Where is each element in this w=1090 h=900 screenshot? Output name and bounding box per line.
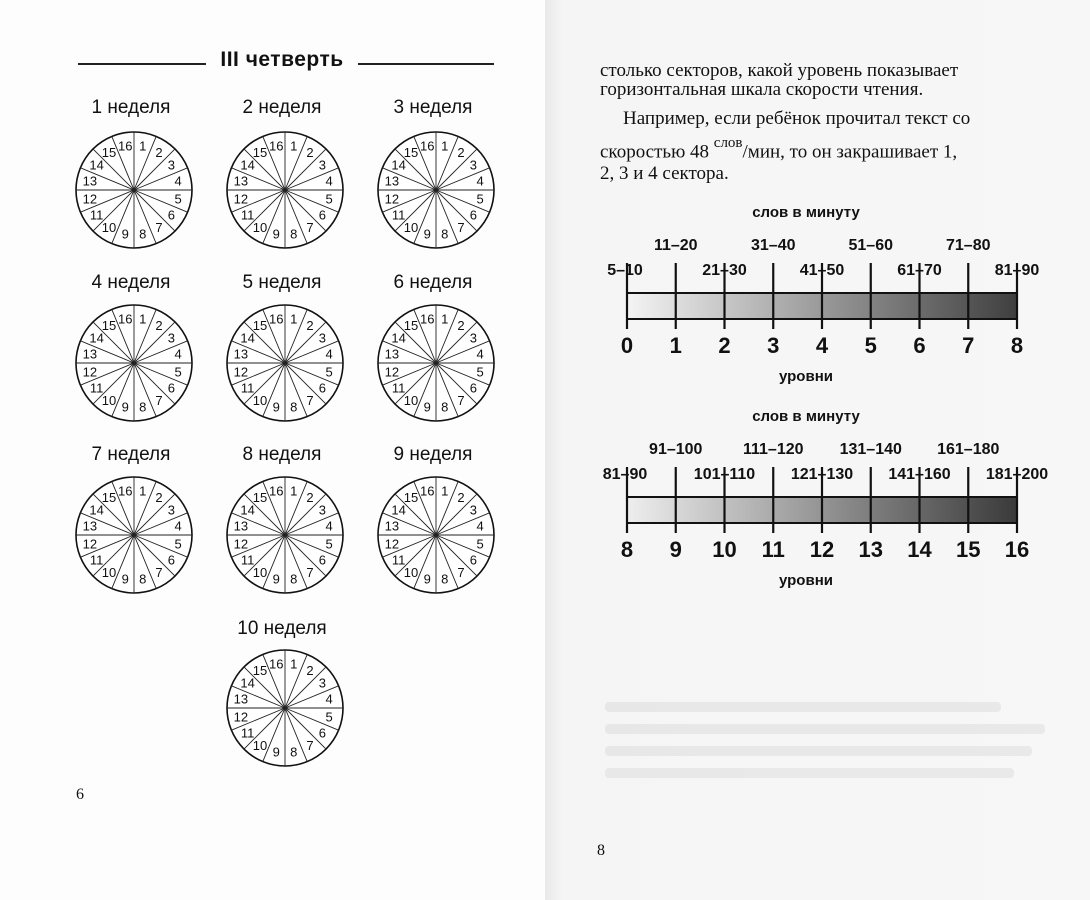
sector-number-11: 11 — [391, 552, 406, 568]
sector-number-2: 2 — [155, 145, 163, 161]
text-line-5: 2, 3 и 4 сектора. — [600, 163, 729, 184]
sector-number-16: 16 — [117, 311, 133, 327]
sector-number-13: 13 — [233, 518, 249, 534]
speed-title: слов в минуту — [752, 204, 860, 221]
sector-number-12: 12 — [233, 709, 249, 725]
speed-range-label: 141–160 — [888, 466, 951, 483]
speed-range-label: 5–10 — [607, 262, 643, 279]
sector-number-16: 16 — [268, 483, 284, 499]
sector-number-8: 8 — [441, 571, 449, 587]
sector-number-14: 14 — [89, 157, 104, 173]
sector-number-11: 11 — [240, 552, 255, 568]
scale-1-svg — [595, 200, 1085, 390]
sector-number-1: 1 — [139, 311, 147, 327]
sector-number-4: 4 — [476, 173, 484, 189]
sector-number-11: 11 — [89, 207, 104, 223]
sector-number-13: 13 — [233, 346, 249, 362]
sector-number-12: 12 — [384, 536, 400, 552]
speed-range-label: 11–20 — [653, 237, 698, 254]
reading-speed-scale-1 — [595, 200, 1085, 390]
sector-number-12: 12 — [384, 191, 400, 207]
sector-wheel-week-5[interactable] — [223, 301, 347, 425]
sector-number-8: 8 — [290, 571, 298, 587]
sector-number-3: 3 — [318, 330, 327, 346]
sector-number-13: 13 — [82, 518, 98, 534]
reading-speed-scale-2 — [595, 404, 1085, 594]
quarter-title: III четверть — [220, 48, 344, 71]
sector-number-6: 6 — [318, 380, 327, 396]
sector-wheel-week-8[interactable] — [223, 473, 347, 597]
sector-number-16: 16 — [268, 311, 284, 327]
sector-number-8: 8 — [139, 571, 147, 587]
sector-number-7: 7 — [155, 564, 163, 580]
sector-number-2: 2 — [155, 490, 163, 506]
sector-number-16: 16 — [268, 138, 284, 154]
sector-number-8: 8 — [290, 744, 298, 760]
sector-number-9: 9 — [272, 744, 280, 760]
sector-number-7: 7 — [306, 219, 314, 235]
sector-number-6: 6 — [469, 552, 478, 568]
scale-2-svg — [595, 404, 1085, 594]
sector-number-1: 1 — [290, 656, 298, 672]
speed-range-label: 181–200 — [985, 466, 1049, 483]
week-label-5: 5 неделя — [242, 272, 322, 293]
sector-number-9: 9 — [121, 399, 129, 415]
page-number-left: 6 — [76, 786, 84, 803]
header-rule-right — [358, 63, 494, 65]
sector-number-12: 12 — [82, 536, 98, 552]
sector-number-11: 11 — [89, 380, 104, 396]
sector-number-6: 6 — [318, 725, 327, 741]
level-label-5: 5 — [864, 333, 877, 358]
sector-number-4: 4 — [325, 173, 333, 189]
text-line-4-end: /мин, то он закрашивает 1, — [742, 141, 958, 163]
sector-number-11: 11 — [391, 207, 406, 223]
sector-number-2: 2 — [306, 145, 314, 161]
week-label-8: 8 неделя — [242, 444, 322, 465]
sector-number-10: 10 — [252, 564, 268, 580]
sector-number-14: 14 — [240, 330, 255, 346]
sector-number-6: 6 — [167, 207, 176, 223]
sector-number-1: 1 — [290, 138, 298, 154]
level-label-11: 11 — [761, 537, 785, 562]
sector-number-4: 4 — [476, 518, 484, 534]
sector-number-12: 12 — [233, 191, 249, 207]
sector-number-1: 1 — [441, 483, 449, 499]
sector-number-6: 6 — [469, 207, 478, 223]
week-label-7: 7 неделя — [91, 444, 171, 465]
week-label-9: 9 неделя — [393, 444, 473, 465]
text-line-4-start: скоростью 48 — [600, 141, 710, 163]
sector-wheel-week-10[interactable] — [223, 646, 347, 770]
sector-number-4: 4 — [325, 346, 333, 362]
speed-range-label: 61–70 — [897, 262, 942, 279]
week-label-2: 2 неделя — [242, 97, 322, 118]
sector-number-12: 12 — [233, 536, 249, 552]
sector-number-3: 3 — [469, 330, 478, 346]
sector-number-16: 16 — [419, 138, 435, 154]
sector-number-15: 15 — [403, 145, 419, 161]
sector-number-3: 3 — [469, 157, 478, 173]
sector-number-14: 14 — [240, 157, 255, 173]
sector-wheel-week-9[interactable] — [374, 473, 498, 597]
words-unit-superscript: слов — [713, 135, 743, 151]
speed-range-label: 31–40 — [751, 237, 796, 254]
show-through-text — [605, 690, 1045, 810]
sector-wheel-week-6[interactable] — [374, 301, 498, 425]
sector-number-9: 9 — [423, 399, 431, 415]
sector-number-5: 5 — [174, 191, 182, 207]
sector-number-4: 4 — [174, 518, 182, 534]
sector-number-5: 5 — [325, 364, 333, 380]
speed-range-label: 71–80 — [946, 237, 991, 254]
sector-wheel-week-3[interactable] — [374, 128, 498, 252]
sector-number-15: 15 — [403, 490, 419, 506]
sector-number-5: 5 — [325, 536, 333, 552]
week-label-4: 4 неделя — [91, 272, 171, 293]
sector-number-10: 10 — [403, 564, 419, 580]
levels-axis-label: уровни — [779, 368, 833, 385]
sector-number-12: 12 — [82, 191, 98, 207]
speed-range-label: 121–130 — [790, 466, 854, 483]
sector-number-12: 12 — [82, 364, 98, 380]
text-line-2: горизонтальная шкала скорости чтения. — [600, 79, 924, 100]
levels-axis-label: уровни — [779, 572, 833, 589]
sector-number-5: 5 — [325, 709, 333, 725]
week-label-3: 3 неделя — [393, 97, 473, 118]
sector-number-15: 15 — [252, 318, 268, 334]
sector-number-6: 6 — [167, 552, 176, 568]
sector-wheel-week-7[interactable] — [72, 473, 196, 597]
sector-number-9: 9 — [121, 571, 129, 587]
sector-number-5: 5 — [476, 191, 484, 207]
sector-number-4: 4 — [174, 346, 182, 362]
sector-number-14: 14 — [89, 330, 104, 346]
speed-range-label: 51–60 — [848, 237, 893, 254]
sector-number-12: 12 — [384, 364, 400, 380]
sector-wheel-week-2[interactable] — [223, 128, 347, 252]
sector-number-8: 8 — [441, 399, 449, 415]
sector-wheel-week-4[interactable] — [72, 301, 196, 425]
sector-number-7: 7 — [306, 392, 314, 408]
level-label-15: 15 — [956, 537, 981, 562]
sector-number-2: 2 — [306, 663, 314, 679]
sector-number-11: 11 — [89, 552, 104, 568]
sector-number-11: 11 — [240, 380, 255, 396]
sector-number-2: 2 — [306, 490, 314, 506]
sector-number-5: 5 — [325, 191, 333, 207]
level-label-8: 8 — [1010, 333, 1024, 358]
sector-number-15: 15 — [252, 663, 268, 679]
sector-number-12: 12 — [233, 364, 249, 380]
sector-number-14: 14 — [240, 502, 255, 518]
level-label-13: 13 — [858, 537, 883, 562]
sector-number-7: 7 — [457, 219, 465, 235]
sector-number-14: 14 — [391, 157, 406, 173]
sector-number-7: 7 — [155, 219, 163, 235]
sector-number-10: 10 — [101, 564, 117, 580]
level-label-3: 3 — [767, 333, 780, 358]
sector-number-6: 6 — [318, 207, 327, 223]
sector-number-11: 11 — [240, 207, 255, 223]
sector-number-4: 4 — [174, 173, 182, 189]
sector-number-14: 14 — [391, 502, 406, 518]
speed-range-label: 101–110 — [693, 466, 756, 483]
level-label-2: 2 — [718, 333, 731, 358]
sector-number-8: 8 — [290, 399, 298, 415]
sector-number-2: 2 — [457, 145, 465, 161]
sector-number-15: 15 — [101, 145, 117, 161]
sector-number-6: 6 — [318, 552, 327, 568]
level-label-1: 1 — [669, 333, 682, 358]
sector-number-5: 5 — [476, 364, 484, 380]
speed-range-label: 131–140 — [839, 441, 902, 458]
right-page — [545, 0, 1090, 900]
sector-number-7: 7 — [457, 564, 465, 580]
sector-number-10: 10 — [252, 219, 268, 235]
sector-number-9: 9 — [423, 226, 431, 242]
sector-number-16: 16 — [268, 656, 284, 672]
sector-number-1: 1 — [290, 311, 298, 327]
speed-range-label: 81–90 — [602, 466, 648, 483]
sector-number-4: 4 — [476, 346, 484, 362]
week-label-10: 10 неделя — [237, 618, 327, 639]
level-label-12: 12 — [809, 537, 835, 562]
sector-number-15: 15 — [252, 145, 268, 161]
sector-number-3: 3 — [167, 330, 176, 346]
sector-number-13: 13 — [384, 346, 400, 362]
sector-number-8: 8 — [139, 399, 147, 415]
sector-number-2: 2 — [457, 318, 465, 334]
sector-number-13: 13 — [82, 173, 98, 189]
sector-number-16: 16 — [419, 483, 435, 499]
sector-number-14: 14 — [240, 675, 255, 691]
level-label-9: 9 — [669, 537, 682, 562]
level-label-14: 14 — [907, 537, 932, 562]
level-label-7: 7 — [962, 333, 975, 358]
sector-number-13: 13 — [233, 173, 249, 189]
sector-number-5: 5 — [476, 536, 484, 552]
sector-number-14: 14 — [89, 502, 104, 518]
level-label-6: 6 — [913, 333, 926, 358]
sector-number-10: 10 — [252, 392, 268, 408]
sector-number-4: 4 — [325, 518, 333, 534]
sector-wheel-week-1[interactable] — [72, 128, 196, 252]
sector-number-1: 1 — [139, 138, 147, 154]
sector-number-3: 3 — [167, 157, 176, 173]
sector-number-9: 9 — [423, 571, 431, 587]
sector-number-9: 9 — [272, 399, 280, 415]
sector-number-13: 13 — [384, 173, 400, 189]
text-line-3: Например, если ребёнок прочитал текст со — [623, 108, 971, 129]
sector-number-8: 8 — [139, 226, 147, 242]
sector-number-15: 15 — [403, 318, 419, 334]
sector-number-10: 10 — [252, 737, 268, 753]
sector-number-8: 8 — [290, 226, 298, 242]
sector-number-16: 16 — [419, 311, 435, 327]
level-label-4: 4 — [815, 333, 829, 358]
level-label-16: 16 — [1004, 537, 1030, 562]
sector-number-2: 2 — [306, 318, 314, 334]
week-label-6: 6 неделя — [393, 272, 473, 293]
level-label-0: 0 — [620, 333, 634, 358]
sector-number-8: 8 — [441, 226, 449, 242]
speed-range-label: 161–180 — [937, 441, 1000, 458]
sector-number-1: 1 — [290, 483, 298, 499]
sector-number-7: 7 — [457, 392, 465, 408]
page-number-right: 8 — [597, 842, 605, 859]
level-label-10: 10 — [712, 537, 737, 562]
sector-number-14: 14 — [391, 330, 406, 346]
sector-number-7: 7 — [306, 737, 314, 753]
speed-range-label: 81–90 — [994, 262, 1040, 279]
sector-number-16: 16 — [117, 483, 133, 499]
speed-range-label: 21–30 — [702, 262, 747, 279]
sector-number-13: 13 — [384, 518, 400, 534]
sector-number-3: 3 — [318, 502, 327, 518]
sector-number-5: 5 — [174, 536, 182, 552]
sector-number-2: 2 — [457, 490, 465, 506]
speed-range-label: 91–100 — [649, 441, 703, 458]
header-rule-left — [78, 63, 206, 65]
sector-number-3: 3 — [167, 502, 176, 518]
week-label-1: 1 неделя — [91, 97, 171, 118]
sector-number-13: 13 — [82, 346, 98, 362]
speed-range-label: 111–120 — [742, 441, 804, 458]
sector-number-13: 13 — [233, 691, 249, 707]
sector-number-11: 11 — [240, 725, 255, 741]
sector-number-1: 1 — [441, 311, 449, 327]
sector-number-9: 9 — [121, 226, 129, 242]
sector-number-16: 16 — [117, 138, 133, 154]
sector-number-15: 15 — [101, 490, 117, 506]
sector-number-3: 3 — [318, 675, 327, 691]
sector-number-4: 4 — [325, 691, 333, 707]
level-label-8: 8 — [620, 537, 634, 562]
sector-number-11: 11 — [391, 380, 406, 396]
sector-number-10: 10 — [403, 219, 419, 235]
sector-number-1: 1 — [441, 138, 449, 154]
sector-number-6: 6 — [167, 380, 176, 396]
sector-number-7: 7 — [155, 392, 163, 408]
sector-number-2: 2 — [155, 318, 163, 334]
sector-number-10: 10 — [101, 219, 117, 235]
sector-number-15: 15 — [252, 490, 268, 506]
sector-number-15: 15 — [101, 318, 117, 334]
sector-number-1: 1 — [139, 483, 147, 499]
speed-title: слов в минуту — [752, 408, 860, 425]
text-line-1: столько секторов, какой уровень показывает — [600, 60, 959, 81]
sector-number-3: 3 — [469, 502, 478, 518]
speed-range-label: 41–50 — [799, 262, 845, 279]
sector-number-9: 9 — [272, 226, 280, 242]
sector-number-6: 6 — [469, 380, 478, 396]
sector-number-3: 3 — [318, 157, 327, 173]
sector-number-7: 7 — [306, 564, 314, 580]
sector-number-10: 10 — [101, 392, 117, 408]
sector-number-9: 9 — [272, 571, 280, 587]
sector-number-5: 5 — [174, 364, 182, 380]
sector-number-10: 10 — [403, 392, 419, 408]
